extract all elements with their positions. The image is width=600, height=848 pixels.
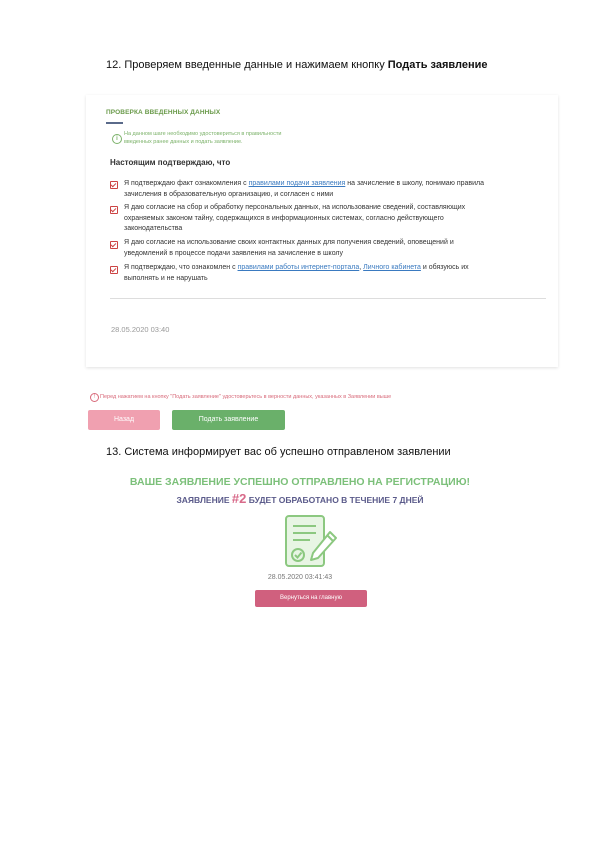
step-12-bold: Подать заявление <box>387 59 488 71</box>
item-text: на зачисление в школу, понимаю правила <box>345 180 485 187</box>
checkbox-rules[interactable] <box>110 181 118 189</box>
step-12-text: 12. Проверяем введенные данные и нажимаем кнопку <box>106 59 388 71</box>
review-panel <box>86 95 558 367</box>
confirm-heading: Настоящим подтверждаю, что <box>110 158 231 167</box>
warning-icon: ! <box>90 393 99 402</box>
item-text: уведомлений в процессе подачи заявления на зачисление в школу <box>124 249 344 257</box>
submission-date: 28.05.2020 03:41:43 <box>267 574 333 581</box>
back-to-home-button[interactable]: Вернуться на главную <box>255 590 367 607</box>
checkbox-contacts[interactable] <box>110 241 118 249</box>
subtitle-prefix: ЗАЯВЛЕНИЕ <box>176 495 232 505</box>
consent-item-portal-rules <box>124 263 524 284</box>
section-underline <box>106 122 123 124</box>
item-text: Я даю согласие на сбор и обработку персональных данных, на использование сведений, составляющих <box>124 204 466 211</box>
rules-link[interactable]: правилами подачи заявления <box>248 180 346 187</box>
item-text: Я даю согласие на использование своих контактных данных для получения сведений, оповещений и <box>124 239 454 246</box>
info-icon: i <box>112 134 122 144</box>
info-line-1: На данном шаге необходимо удостовериться в правильности <box>124 131 282 137</box>
consent-item-personal-data <box>124 203 524 235</box>
consent-item-rules <box>124 179 524 200</box>
submit-application-button[interactable]: Подать заявление <box>172 410 285 430</box>
item-text: зачисления в образовательную организацию, и согласен с ними <box>124 190 334 198</box>
item-text: , <box>359 264 364 271</box>
consent-item-contacts <box>124 238 524 259</box>
checkbox-personal-data[interactable] <box>110 206 118 214</box>
back-button[interactable]: Назад <box>88 410 160 430</box>
step-13-heading: 13. Система информирует вас об успешно отправленом заявлении <box>106 446 451 458</box>
step-12-heading <box>106 59 488 71</box>
item-text: охраняемых законом тайну, содержащихся в информационных системах, согласно действующего <box>124 214 444 222</box>
item-text: Я подтверждаю, что ознакомлен с <box>124 264 238 271</box>
item-text: выполнять и не нарушать <box>124 274 208 282</box>
item-text: Я подтверждаю факт ознакомления с <box>124 180 249 187</box>
divider <box>110 298 546 299</box>
subtitle-suffix: БУДЕТ ОБРАБОТАНО В ТЕЧЕНИЕ 7 ДНЕЙ <box>246 495 424 505</box>
portal-rules-link[interactable]: правилами работы интернет-портала <box>237 264 360 271</box>
item-text: и обязуюсь их <box>420 264 469 271</box>
item-text: законодательства <box>124 225 183 232</box>
success-subtitle <box>0 491 600 506</box>
section-title: ПРОВЕРКА ВВЕДЕННЫХ ДАННЫХ <box>106 109 221 116</box>
review-date: 28.05.2020 03:40 <box>111 325 170 334</box>
application-number: #2 <box>231 491 247 506</box>
checkbox-portal-rules[interactable] <box>110 266 118 274</box>
info-line-2: введенных ранее данных и подать заявление. <box>124 139 243 145</box>
success-title: ВАШЕ ЗАЯВЛЕНИЕ УСПЕШНО ОТПРАВЛЕНО НА РЕГИСТРАЦИЮ! <box>129 476 471 488</box>
warning-text: Перед нажатием на кнопку "Подать заявление" удостоверьтесь в верности данных, указанных в Заявлении выше <box>100 394 392 400</box>
cabinet-link[interactable]: Личного кабинета <box>363 264 421 271</box>
document-signed-icon <box>278 512 342 570</box>
